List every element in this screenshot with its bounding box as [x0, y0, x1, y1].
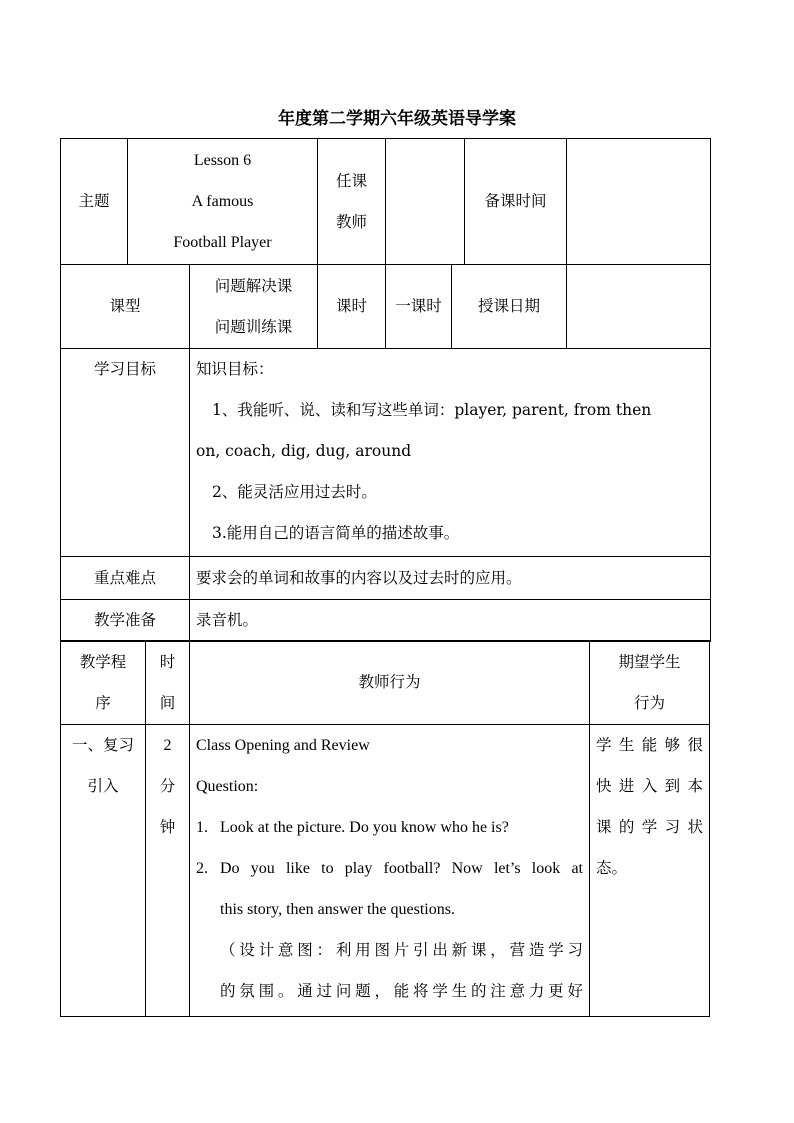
hours-label: 课时	[318, 265, 386, 349]
goals-item2: 2、能灵活应用过去时。	[212, 483, 377, 501]
goals-item1-line2: on, coach, dig, dug, around	[196, 442, 412, 460]
keypoints-label: 重点难点	[61, 557, 190, 600]
topic-label: 主题	[61, 139, 128, 265]
step1-name: 一、复习 引入	[61, 725, 146, 1017]
type-value: 问题解决课 问题训练课	[190, 265, 318, 349]
step1-time: 2 分 钟	[146, 725, 190, 1017]
goals-label: 学习目标	[61, 349, 190, 557]
step1-note-line2: 的氛围。通过问题，能将学生的注意力更好	[220, 982, 583, 1000]
process-time-header: 时 间	[146, 641, 190, 725]
step1-question-1: 1. Look at the picture. Do you know who he is?	[196, 819, 509, 836]
goals-content	[190, 349, 711, 557]
step1-note-line1: （设计意图：利用图片引出新课，营造学习	[220, 941, 583, 959]
topic-value: Lesson 6 A famous Football Player	[128, 139, 318, 265]
step1-question-2-cont: this story, then answer the questions.	[220, 901, 455, 918]
goals-item1-line1: 1、我能听、说、读和写这些单词：player, parent, from then	[212, 401, 652, 419]
step1-question-label: Question:	[196, 778, 259, 795]
prep-time-label: 备课时间	[465, 139, 567, 265]
process-step-header: 教学程 序	[61, 641, 146, 725]
teacher-value	[386, 139, 465, 265]
step1-heading: Class Opening and Review	[196, 737, 370, 754]
date-label: 授课日期	[452, 265, 567, 349]
lesson-info-table	[60, 138, 711, 642]
teaching-process-table	[60, 640, 710, 1017]
teacher-label: 任课 教师	[318, 139, 386, 265]
goals-heading: 知识目标：	[196, 360, 274, 378]
prep-time-value	[567, 139, 711, 265]
step1-teacher-action	[190, 725, 590, 1017]
step1-question-2: 2. Do you like to play football? Now let’s look at	[196, 860, 583, 877]
prep-label: 教学准备	[61, 600, 190, 642]
document-title: 年度第二学期六年级英语导学案	[278, 109, 516, 129]
teacher-action-header: 教师行为	[190, 641, 590, 725]
type-label: 课型	[61, 265, 190, 349]
keypoints-value: 要求会的单词和故事的内容以及过去时的应用。	[190, 557, 711, 600]
student-action-header: 期望学生 行为	[590, 641, 710, 725]
hours-value: 一课时	[386, 265, 452, 349]
date-value	[567, 265, 711, 349]
goals-item3: 3.能用自己的语言简单的描述故事。	[212, 524, 460, 542]
step1-student-action: 学生能够很 快进入到本 课的学习状 态。	[590, 725, 710, 1017]
prep-value: 录音机。	[190, 600, 711, 642]
